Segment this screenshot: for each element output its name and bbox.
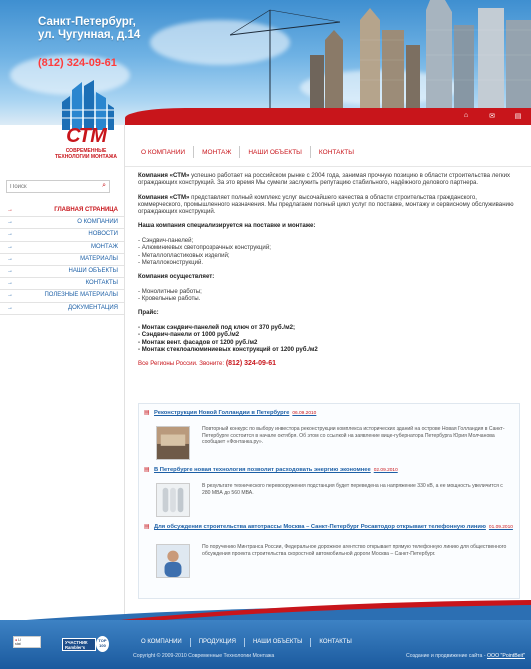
sidebar-item-contacts[interactable] — [0, 278, 124, 290]
sidebar-item-label: МОНТАЖ — [90, 243, 118, 250]
company-name: Компания «СТМ» — [138, 172, 190, 179]
document-icon: ▤ — [144, 524, 150, 530]
news-title[interactable] — [144, 410, 514, 417]
sidebar-item-about[interactable] — [0, 217, 124, 229]
footer-link-products[interactable]: ПРОДУКЦИЯ — [198, 639, 236, 645]
credit-text: Создание и продвижение сайта - — [406, 653, 487, 659]
mail-icon[interactable]: ✉ — [489, 113, 495, 120]
news-block — [138, 403, 520, 599]
price-item: - Сэндвич-панели от 1000 руб./м2 — [138, 331, 240, 339]
call-text: Все Регионы России. Звоните: — [138, 360, 226, 368]
developer-credit — [406, 653, 525, 659]
list-item: - Металлоконструкций. — [138, 258, 204, 266]
divider — [125, 166, 531, 167]
paragraph-text: представляет полный комплекс услуг высочайшего качества в области строительства гражданского, коммерческого, промышленного назначения. Мы предлагаем полный цикл услуг по поставке, монтажу и сервисному обслуживанию ограждающих конструкций. — [138, 193, 514, 216]
sidebar-item-montage[interactable] — [0, 242, 124, 254]
arrow-icon: → — [7, 292, 13, 299]
list-item: - Металлопластиковых изделий; — [138, 251, 230, 259]
logo[interactable] — [50, 80, 122, 162]
sidebar-item-docs[interactable] — [0, 303, 124, 315]
price-item: - Монтаж стеклоалюминиевых конструкций от 1200 руб./м2 — [138, 345, 318, 353]
news-text: Повторный конкурс по выбору инвестора реконструкции комплекса исторических зданий на острове Новая Голландия в Санкт-Петербурге состоится в начале октября. Об этом со ссылкой на заявление вице-губернатора Петербурга Юрия Молчанова сообщает «Фонтанка.ру». — [202, 426, 505, 445]
arrow-icon: → — [7, 231, 13, 238]
arrow-icon: → — [7, 207, 13, 213]
price-item: - Монтаж вент. фасадов от 1200 руб./м2 — [138, 338, 258, 346]
logo-subtitle-line-1: СОВРЕМЕННЫЕ — [65, 148, 107, 154]
news-date: 06.09.2010 — [292, 411, 317, 416]
skyline-image — [230, 0, 531, 125]
news-item — [144, 524, 514, 557]
arrow-icon: → — [7, 304, 13, 311]
copyright: Copyright © 2009-2010 Современные Технологии Монтажа — [133, 653, 275, 659]
logo-subtitle — [50, 148, 122, 160]
list-item: - Сэндвич-панелей; — [138, 237, 194, 245]
news-thumbnail[interactable] — [156, 544, 190, 578]
sidebar-item-home[interactable] — [0, 205, 124, 217]
sidebar-item-news[interactable] — [0, 229, 124, 241]
news-title-text[interactable]: Для обсуждения строительства автотрассы Москва – Санкт-Петербург Росавтодор открывает телефонную линию — [154, 524, 486, 530]
call-to-action — [138, 360, 518, 367]
document-icon: ▤ — [144, 410, 150, 416]
section-heading: Прайс: — [138, 309, 159, 317]
price-section — [138, 309, 518, 353]
search-icon[interactable]: ⌕ — [102, 182, 106, 189]
sidebar-item-label: ГЛАВНАЯ СТРАНИЦА — [54, 207, 118, 213]
topnav-contacts[interactable]: КОНТАКТЫ — [318, 148, 354, 156]
sidebar-divider — [124, 125, 125, 615]
works-section — [138, 273, 518, 302]
footer-wave — [0, 600, 531, 622]
arrow-icon: → — [7, 255, 13, 262]
sidebar-item-label: НАШИ ОБЪЕКТЫ — [68, 267, 118, 274]
sidebar-item-objects[interactable] — [0, 266, 124, 278]
news-title-text[interactable]: В Петербурге новая технология позволит расходовать энергию экономнее — [154, 467, 371, 473]
sidebar-item-label: КОНТАКТЫ — [85, 280, 118, 287]
news-text: По поручению Минтранса России, Федеральное дорожное агентство открывает прямую телефонную линию для общественного обсуждения проекта строительства скоростной автомобильной дороги Москва – Санкт-Петербург. — [202, 544, 507, 557]
top100-badge[interactable]: TOP 100 — [96, 636, 109, 652]
counter-badge[interactable]: ● LI stat — [13, 636, 41, 648]
arrow-icon: → — [7, 267, 13, 274]
list-item: - Монолитные работы; — [138, 287, 202, 295]
section-heading: Компания осуществляет: — [138, 273, 215, 281]
call-phone: (812) 324-09-61 — [225, 360, 277, 368]
sidebar-item-label: ПОЛЕЗНЫЕ МАТЕРИАЛЫ — [44, 292, 118, 299]
address-line-2: ул. Чугунная, д.14 — [38, 29, 141, 41]
home-icon[interactable]: ⌂ — [463, 112, 469, 119]
footer-link-objects[interactable]: НАШИ ОБЪЕКТЫ — [252, 639, 303, 645]
news-item — [144, 467, 514, 496]
arrow-icon: → — [7, 280, 13, 287]
logo-wordmark: СТМ — [66, 125, 106, 147]
logo-subtitle-line-2: ТЕХНОЛОГИИ МОНТАЖА — [54, 154, 118, 160]
sidebar-menu — [0, 205, 124, 315]
search-box — [6, 180, 110, 193]
header-icons — [461, 112, 523, 120]
address — [38, 16, 140, 42]
developer-link[interactable]: ООО "PointBeit" — [487, 653, 525, 659]
topnav-about[interactable]: О КОМПАНИИ — [141, 148, 186, 156]
services-paragraph — [138, 194, 518, 216]
logo-towers-icon — [56, 80, 118, 130]
arrow-icon: → — [7, 243, 13, 250]
news-text: В результате технического перевооружения подстанция будет переведена на напряжение 330 кВ, а ее мощность увеличится с 280 МВА до 560 МВА. — [202, 483, 503, 496]
header-phone: (812) 324-09-61 — [38, 57, 117, 69]
news-title-text[interactable]: Реконструкция Новой Голландии в Петербурге — [154, 410, 290, 416]
news-title[interactable] — [144, 524, 514, 531]
topnav-objects[interactable]: НАШИ ОБЪЕКТЫ — [248, 148, 302, 156]
footer-link-about[interactable]: О КОМПАНИИ — [141, 639, 182, 645]
paragraph-text: успешно работает на российском рынке с 2004 года, занимая прочную позицию в области строительства легких ограждающих конструкций. За это время Мы сумели заслужить репутацию стабильного, надёжного делового партнера. — [138, 172, 511, 187]
address-line-1: Санкт-Петербург, — [38, 16, 136, 28]
sidebar-item-materials[interactable] — [0, 254, 124, 266]
intro-paragraph — [138, 172, 518, 187]
news-date: 02.09.2010 — [373, 468, 398, 473]
price-item: - Монтаж сэндвич-панелей под ключ от 370 руб./м2; — [138, 324, 296, 332]
footer-navigation — [133, 637, 360, 647]
supply-section — [138, 222, 518, 266]
company-name: Компания «СТМ» — [138, 193, 190, 201]
rambler-badge[interactable]: УЧАСТНИК Rambler's — [62, 638, 96, 651]
main-content — [138, 172, 518, 375]
footer-link-contacts[interactable]: КОНТАКТЫ — [319, 639, 352, 645]
sidebar-item-label: НОВОСТИ — [88, 231, 118, 238]
list-item: - Кровельные работы. — [138, 295, 201, 303]
document-icon: ▤ — [144, 467, 150, 473]
news-date: 01.09.2010 — [488, 525, 513, 530]
sidebar-item-label: О КОМПАНИИ — [77, 219, 118, 226]
news-thumbnail[interactable] — [156, 426, 190, 460]
news-item — [144, 410, 514, 445]
search-input[interactable] — [7, 181, 93, 192]
sitemap-icon[interactable]: ▤ — [514, 113, 522, 120]
sidebar-item-label: ДОКУМЕНТАЦИЯ — [68, 304, 118, 311]
section-heading: Наша компания специализируется на поставке и монтаже: — [138, 222, 316, 230]
top-navigation — [133, 145, 362, 159]
news-thumbnail[interactable] — [156, 483, 190, 517]
arrow-icon: → — [7, 219, 13, 226]
sidebar-item-useful[interactable] — [0, 290, 124, 302]
list-item: - Алюминиевых светопрозрачных конструкций; — [138, 244, 271, 252]
news-title[interactable] — [144, 467, 514, 474]
topnav-montage[interactable]: МОНТАЖ — [202, 148, 232, 156]
sidebar-item-label: МАТЕРИАЛЫ — [80, 255, 118, 262]
